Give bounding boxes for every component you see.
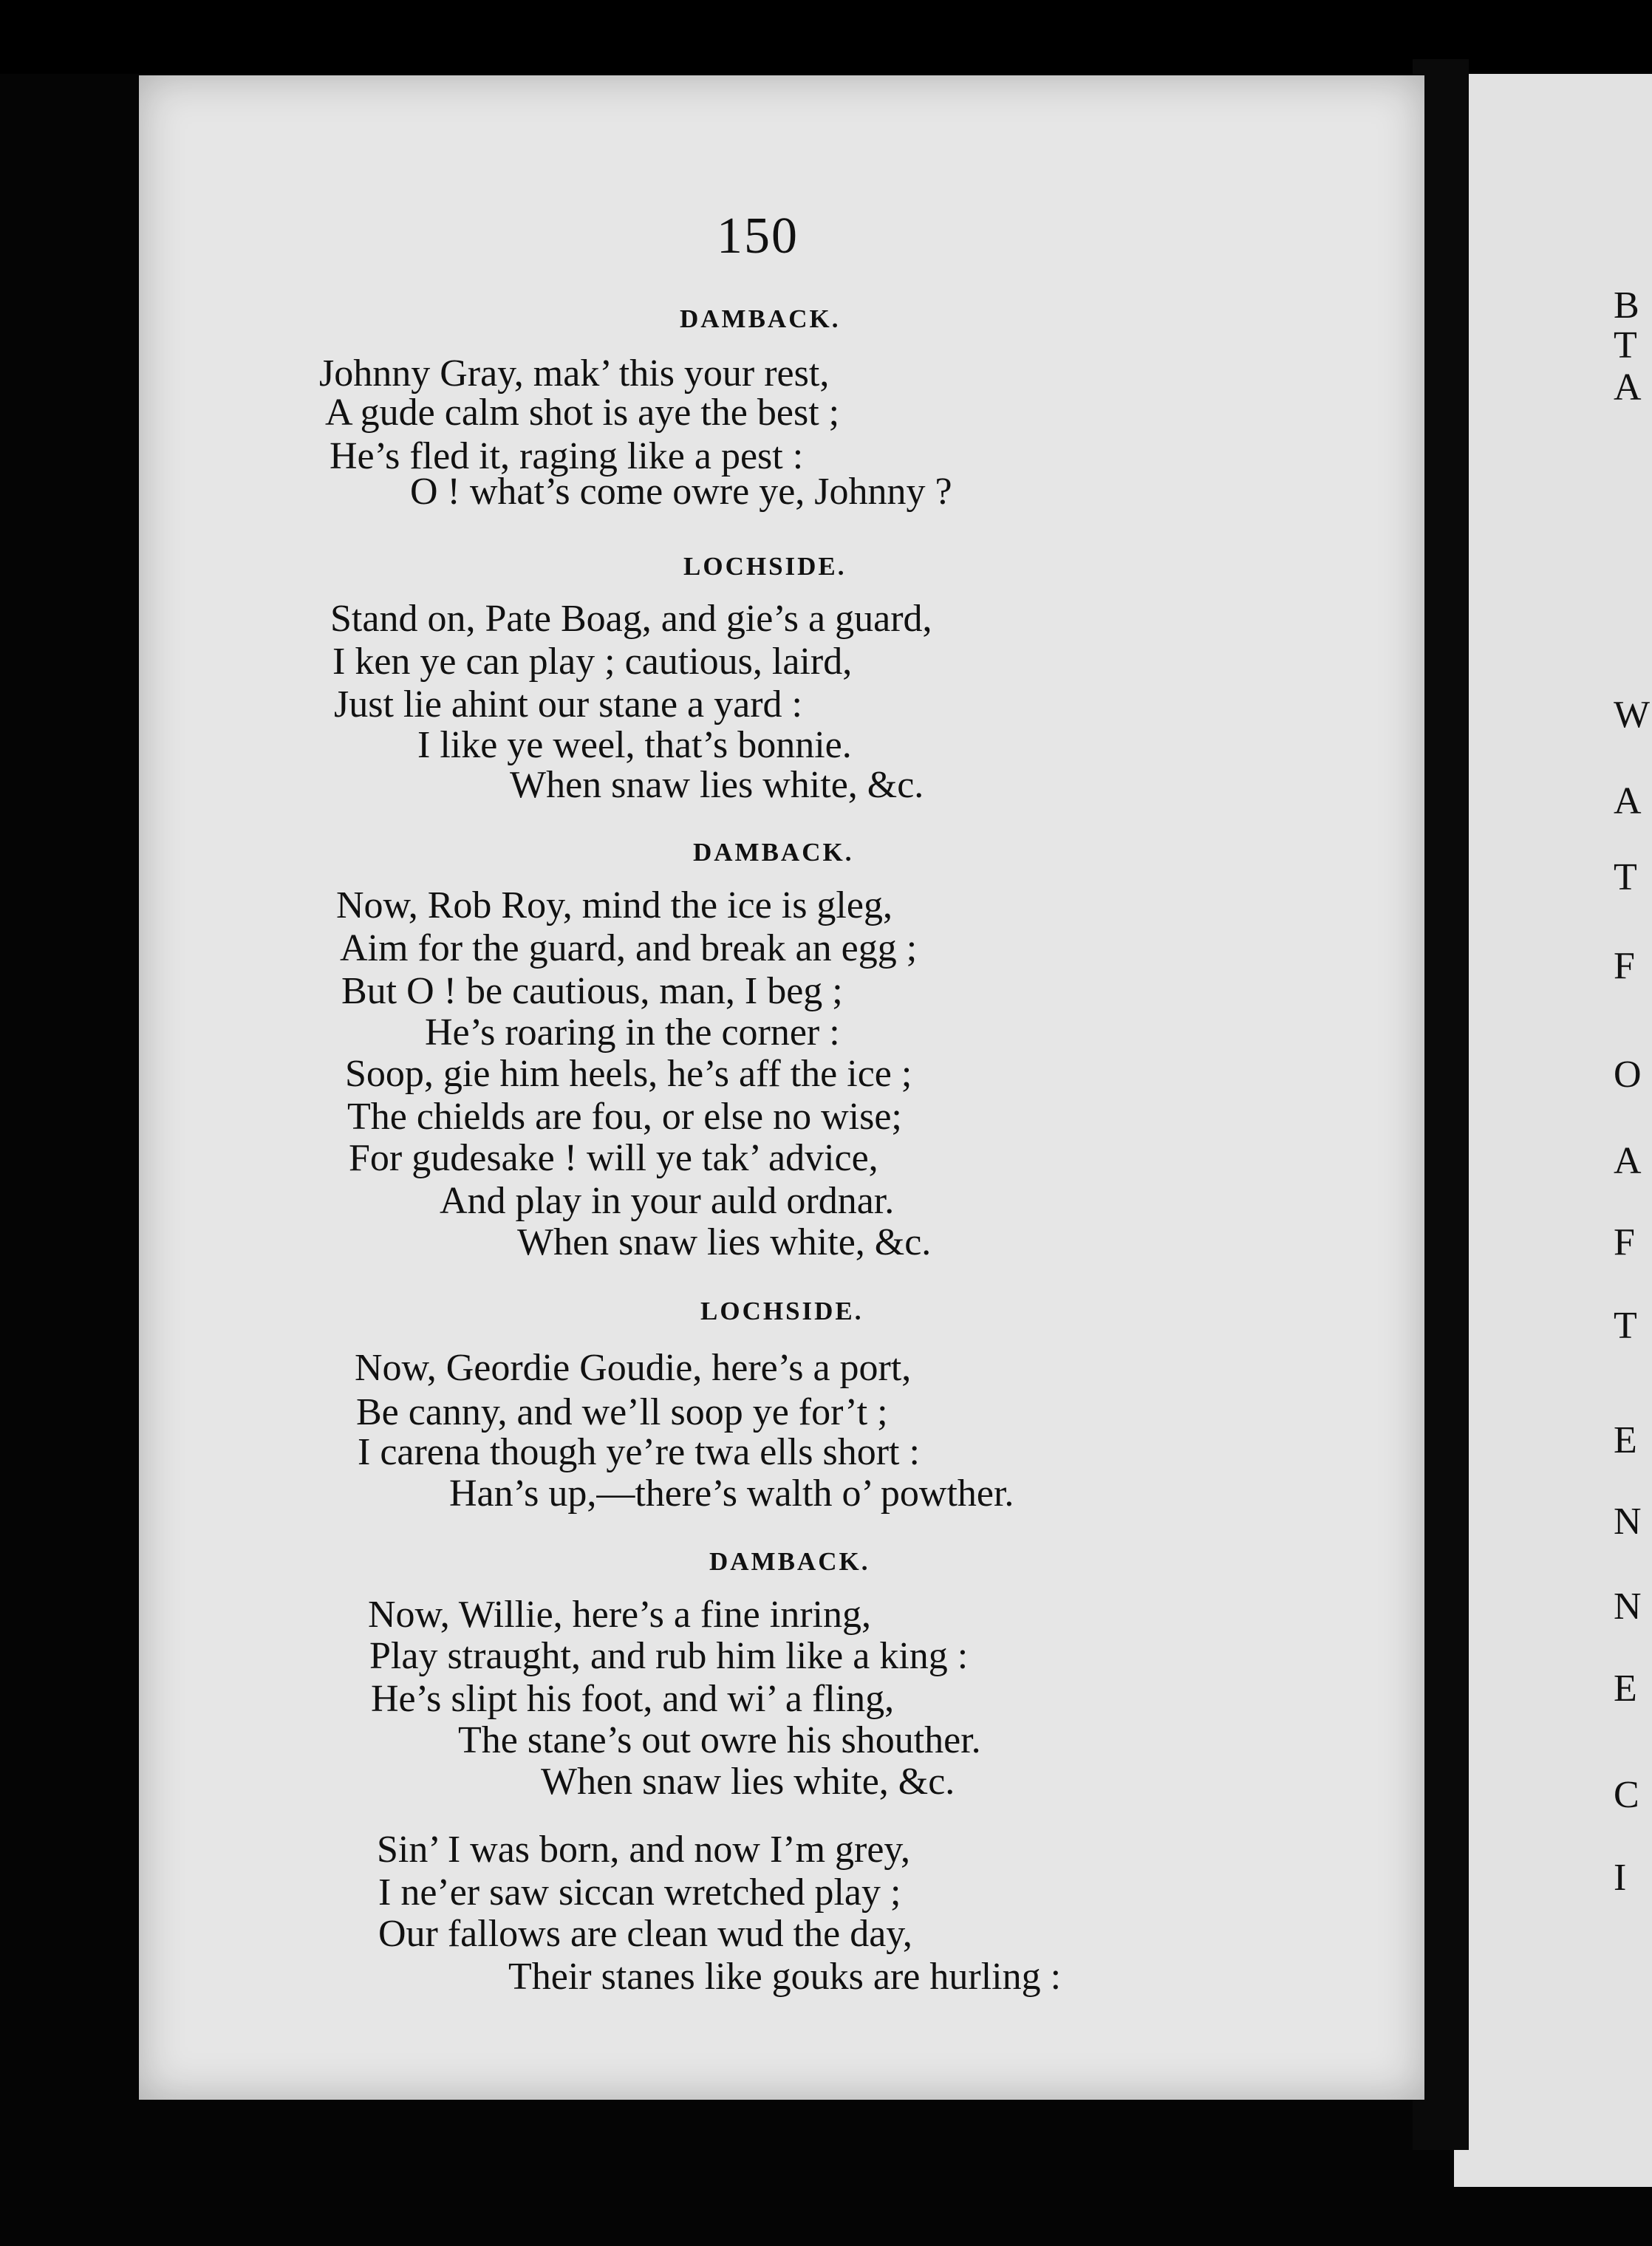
facing-page-letter: A	[1614, 1140, 1642, 1182]
facing-page-letter: T	[1614, 1305, 1637, 1347]
verse-line: I ken ye can play ; cautious, laird,	[332, 641, 853, 683]
facing-page-letter: I	[1614, 1857, 1627, 1899]
verse-line: When snaw lies white, &c.	[510, 764, 924, 806]
facing-page-letter: E	[1614, 1419, 1637, 1461]
verse-line: Sin’ I was born, and now I’m grey,	[377, 1829, 911, 1871]
verse-line: Soop, gie him heels, he’s aff the ice ;	[345, 1053, 912, 1095]
facing-page-letter: C	[1614, 1774, 1639, 1816]
facing-page-letter: T	[1614, 856, 1637, 898]
verse-line: And play in your auld ordnar.	[440, 1180, 895, 1222]
verse-line: Now, Rob Roy, mind the ice is gleg,	[336, 884, 892, 926]
stanza-heading: DAMBACK.	[709, 1547, 870, 1576]
facing-page-letter: O	[1614, 1054, 1642, 1096]
verse-line: Their stanes like gouks are hurling :	[508, 1956, 1062, 1998]
verse-line: Now, Willie, here’s a fine inring,	[368, 1594, 871, 1636]
scan-background-top	[0, 0, 1652, 74]
stanza-heading: LOCHSIDE.	[683, 552, 847, 581]
verse-line: Aim for the guard, and break an egg ;	[340, 927, 918, 969]
facing-page-letter: N	[1614, 1585, 1642, 1628]
verse-line: The chields are fou, or else no wise;	[347, 1096, 902, 1138]
verse-line: When snaw lies white, &c.	[517, 1221, 932, 1263]
facing-page-letter: F	[1614, 1221, 1635, 1263]
verse-line: I carena though ye’re twa ells short :	[358, 1431, 920, 1473]
facing-page-letter: N	[1614, 1501, 1642, 1543]
facing-page-letter: A	[1614, 780, 1642, 822]
verse-line: Our fallows are clean wud the day,	[378, 1913, 912, 1955]
facing-page-letter: B	[1614, 284, 1639, 327]
verse-line: When snaw lies white, &c.	[541, 1761, 955, 1803]
verse-line: He’s slipt his foot, and wi’ a fling,	[371, 1678, 895, 1720]
facing-page-letter: F	[1614, 945, 1635, 987]
verse-line: He’s roaring in the corner :	[425, 1011, 840, 1054]
facing-page-letter: E	[1614, 1668, 1637, 1710]
verse-line: Stand on, Pate Boag, and gie’s a guard,	[330, 598, 932, 640]
stanza-heading: LOCHSIDE.	[700, 1297, 864, 1325]
facing-page-letter: A	[1614, 366, 1642, 409]
verse-line: But O ! be cautious, man, I beg ;	[341, 970, 843, 1012]
verse-line: I ne’er saw siccan wretched play ;	[378, 1871, 901, 1914]
page-number: 150	[717, 208, 799, 264]
verse-line: Han’s up,—there’s walth o’ powther.	[449, 1472, 1014, 1515]
facing-page-letter: W	[1614, 694, 1651, 736]
stanza-heading: DAMBACK.	[680, 304, 841, 333]
verse-line: Now, Geordie Goudie, here’s a port,	[355, 1347, 912, 1389]
verse-line: I like ye weel, that’s bonnie.	[417, 724, 852, 766]
stanza-heading: DAMBACK.	[693, 838, 854, 867]
verse-line: He’s fled it, raging like a pest :	[330, 435, 804, 477]
verse-line: Play straught, and rub him like a king :	[369, 1635, 969, 1677]
facing-page-letter: T	[1614, 324, 1637, 366]
verse-line: A gude calm shot is aye the best ;	[325, 392, 840, 434]
verse-line: Be canny, and we’ll soop ye for’t ;	[356, 1391, 888, 1433]
verse-line: O ! what’s come owre ye, Johnny ?	[410, 471, 952, 513]
verse-line: Just lie ahint our stane a yard :	[334, 683, 802, 726]
verse-line: For gudesake ! will ye tak’ advice,	[349, 1137, 878, 1179]
verse-line: Johnny Gray, mak’ this your rest,	[319, 352, 830, 395]
verse-line: The stane’s out owre his shouther.	[458, 1719, 981, 1761]
